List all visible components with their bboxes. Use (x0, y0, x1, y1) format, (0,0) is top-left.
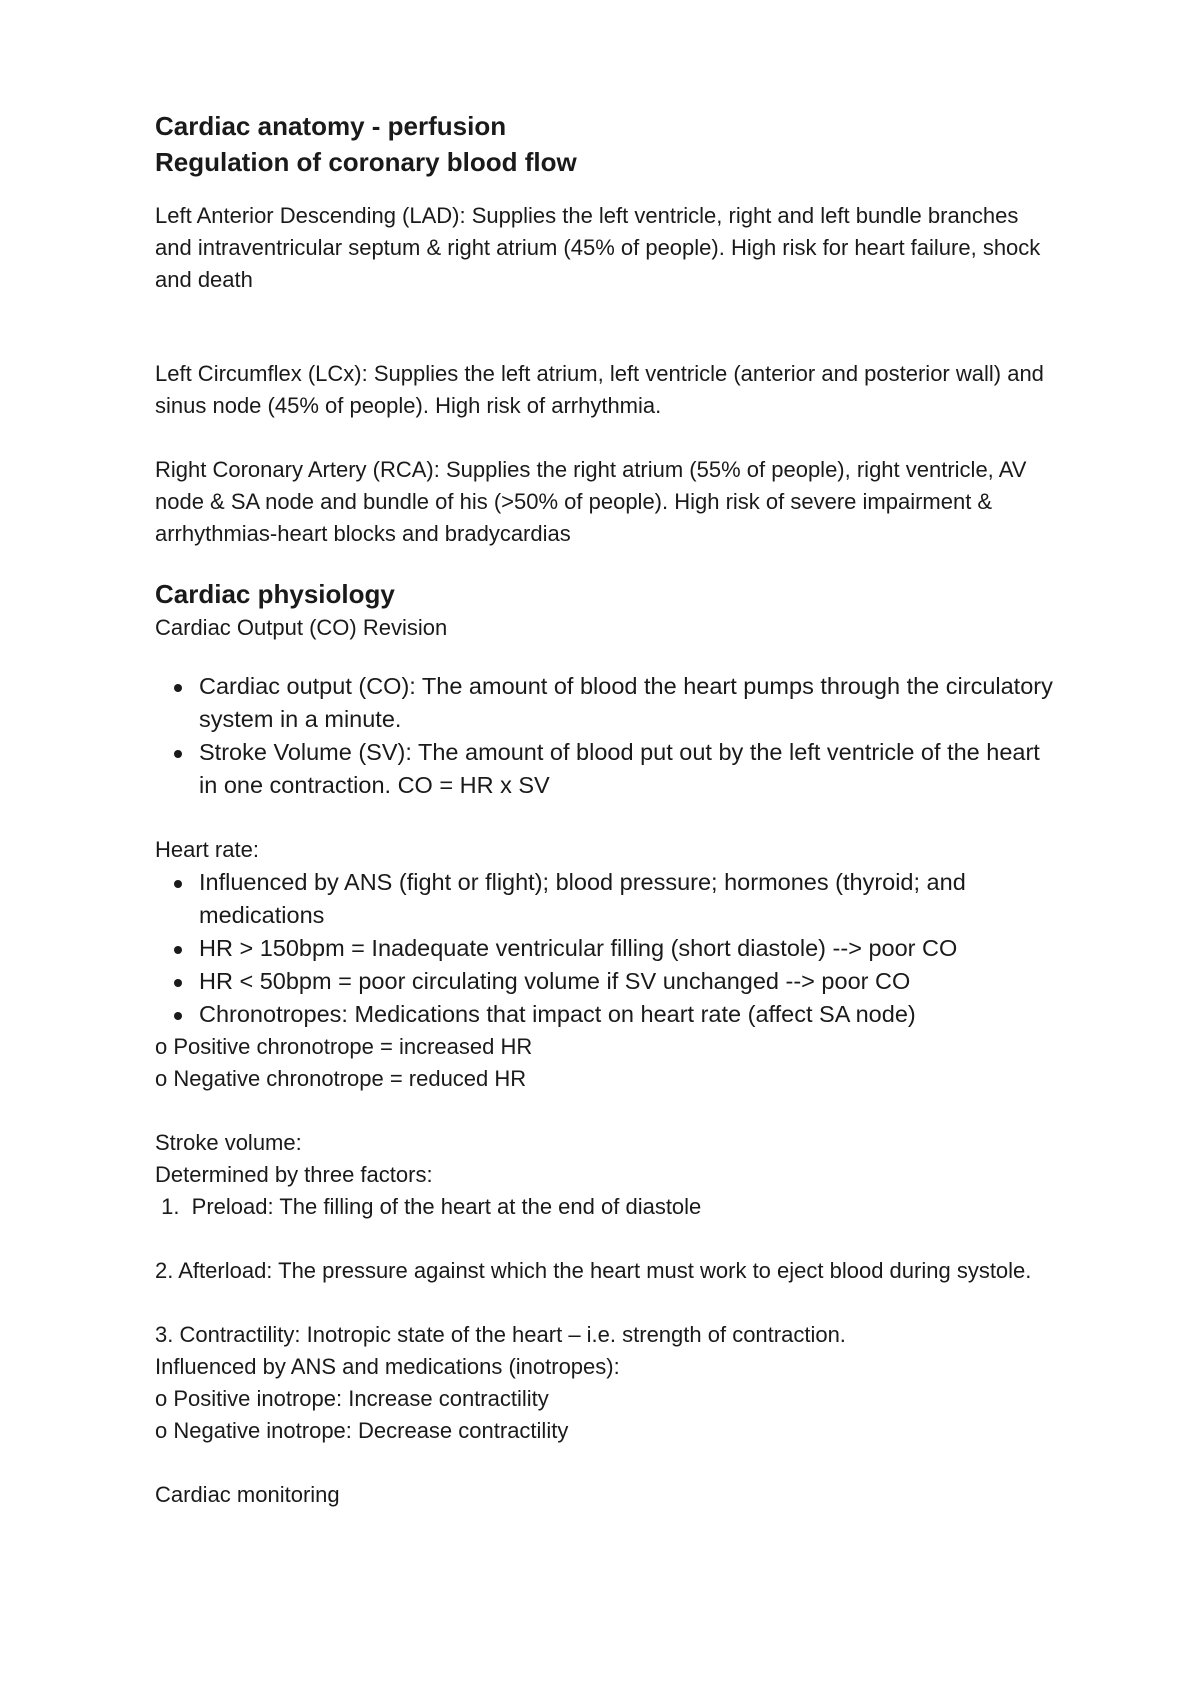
bullet-dot-icon (174, 1012, 182, 1020)
bullet-dot-icon (174, 750, 182, 758)
heart-rate-bullet-list (155, 866, 1055, 1031)
list-item: HR > 150bpm = Inadequate ventricular filling (short diastole) --> poor CO (155, 932, 1055, 965)
lcx-paragraph: Left Circumflex (LCx): Supplies the left atrium, left ventricle (anterior and posterior wall) and sinus node (45% of people). High risk of arrhythmia. (155, 361, 1044, 418)
inotrope-intro: Influenced by ANS and medications (inotropes): (155, 1354, 620, 1379)
bullet-dot-icon (174, 979, 182, 987)
list-item: Chronotropes: Medications that impact on heart rate (affect SA node) (155, 998, 1055, 1031)
cardiac-monitoring-heading: Cardiac monitoring (155, 1482, 340, 1507)
positive-chronotrope-line: o Positive chronotrope = increased HR (155, 1034, 533, 1059)
heart-rate-heading: Heart rate: (155, 837, 259, 862)
bullet-dot-icon (174, 880, 182, 888)
positive-inotrope-line: o Positive inotrope: Increase contractility (155, 1386, 549, 1411)
stroke-volume-factors-label: Determined by three factors: (155, 1162, 433, 1187)
co-bullet-list (155, 670, 1055, 802)
list-item: HR < 50bpm = poor circulating volume if SV unchanged --> poor CO (155, 965, 1055, 998)
list-item: Stroke Volume (SV): The amount of blood put out by the left ventricle of the heart in one contraction. CO = HR x SV (155, 736, 1055, 802)
bullet-dot-icon (174, 946, 182, 954)
preload-item: 1. Preload: The filling of the heart at the end of diastole (155, 1194, 702, 1219)
title-line-2: Regulation of coronary blood flow (155, 147, 577, 177)
negative-chronotrope-line: o Negative chronotrope = reduced HR (155, 1066, 527, 1091)
physiology-heading: Cardiac physiology (155, 579, 395, 609)
title-line-1: Cardiac anatomy - perfusion (155, 111, 507, 141)
co-revision-label: Cardiac Output (CO) Revision (155, 615, 448, 640)
lad-paragraph: Left Anterior Descending (LAD): Supplies the left ventricle, right and left bundle branches and intraventricular septum & right atrium (45% of people). High risk for heart failure, shock and death (155, 203, 1041, 292)
rca-paragraph: Right Coronary Artery (RCA): Supplies the right atrium (55% of people), right ventricle, AV node & SA node and bundle of his (>50% of people). High risk of severe impairment & arrhythmias-heart blocks and bradycardias (155, 457, 1027, 546)
list-item: Influenced by ANS (fight or flight); blood pressure; hormones (thyroid; and medications (155, 866, 1055, 932)
contractility-item: 3. Contractility: Inotropic state of the heart – i.e. strength of contraction. (155, 1322, 846, 1347)
bullet-dot-icon (174, 684, 182, 692)
document-page (155, 108, 1055, 1511)
afterload-item: 2. Afterload: The pressure against which the heart must work to eject blood during systole. (155, 1258, 1032, 1283)
stroke-volume-heading: Stroke volume: (155, 1130, 302, 1155)
negative-inotrope-line: o Negative inotrope: Decrease contractility (155, 1418, 569, 1443)
list-item: Cardiac output (CO): The amount of blood the heart pumps through the circulatory system in a minute. (155, 670, 1055, 736)
